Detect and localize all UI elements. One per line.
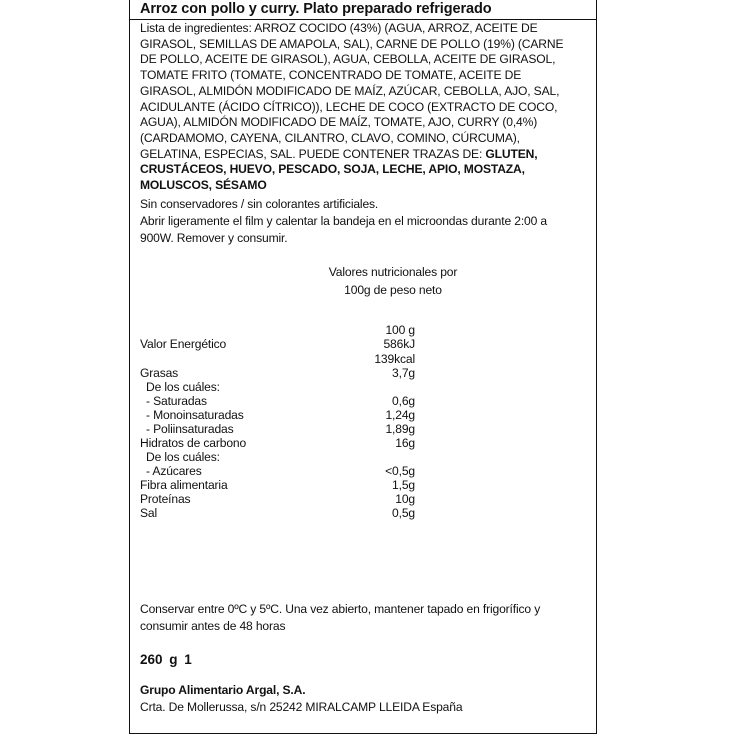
ingredients-list <box>140 21 580 194</box>
column-header-label: 100 g <box>385 323 415 337</box>
nutrition-label: - Poliinsaturadas <box>146 422 234 436</box>
ingredients-text: Lista de ingredientes: ARROZ COCIDO (43%) (AGUA, ARROZ, ACEITE DE GIRASOL, SEMILLAS DE AMAPOLA, SAL), CARNE DE POLLO (19%) (CARNE DE POLLO, ACEITE DE GIRASOL), AGUA, CEBOLLA, ACEITE DE GIRASOL, TOMATE FRITO (TOMATE, CONCENTRADO DE TOMATE, ACEITE DE GIRASOL, ALMIDÓN MODIFICADO DE MAÍZ, AZÚCAR, CEBOLLA, AJO, SAL, ACIDULANTE (ÁCIDO CÍTRICO)), LECHE DE COCO (EXTRACTO DE COCO, AGUA), ALMIDÓN MODIFICADO DE MAÍZ, TOMATE, AJO, CURRY (0,4%) (CARDAMOMO, CAYENA, CILANTRO, CLAVO, COMINO, CÚRCUMA), GELATINA, ESPECIAS, SAL. PUEDE CONTENER TRAZAS DE: <box>140 21 564 161</box>
nutrition-row <box>140 394 415 408</box>
nutrition-value: 1,24g <box>385 408 415 422</box>
nutrition-row <box>140 436 415 450</box>
nutrition-value: 3,7g <box>392 366 415 380</box>
nutrition-row <box>140 337 415 351</box>
nutrition-label: Proteínas <box>140 492 191 506</box>
nutrition-value: 0,5g <box>392 506 415 520</box>
nutrition-value: 586kJ <box>383 337 415 351</box>
nutrition-value: 10g <box>395 492 415 506</box>
heating-instructions: Abrir ligeramente el film y calentar la bandeja en el microondas durante 2:00 a 900W. Remover y consumir. <box>140 214 547 245</box>
nutrition-row <box>140 422 415 436</box>
nutrition-label: Grasas <box>140 366 179 380</box>
nutrition-label: De los cuáles: <box>146 380 220 394</box>
net-quantity: 260 g 1 <box>140 652 192 667</box>
preservatives-note: Sin conservadores / sin colorantes artificiales. <box>140 197 379 211</box>
company-address: Crta. De Mollerussa, s/n 25242 MIRALCAMP LLEIDA España <box>140 700 463 714</box>
product-title: Arroz con pollo y curry. Plato preparado refrigerado <box>140 1 492 17</box>
nutrition-label: Valor Energético <box>140 337 227 351</box>
nutrition-column-header <box>140 323 415 337</box>
nutrition-title <box>300 263 486 299</box>
nutrition-label: De los cuáles: <box>146 450 220 464</box>
nutrition-row <box>140 366 415 380</box>
storage-instructions: Conservar entre 0ºC y 5ºC. Una vez abierto, mantener tapado en frigorífico y consumir antes de 48 horas <box>140 602 541 633</box>
nutrition-value: 16g <box>395 436 415 450</box>
nutrition-title-line2: 100g de peso neto <box>344 283 442 297</box>
nutrition-label: - Monoinsaturadas <box>146 408 244 422</box>
nutrition-row <box>140 492 415 506</box>
allergens-text: GLUTEN, CRUSTÁCEOS, HUEVO, PESCADO, SOJA, LECHE, APIO, MOSTAZA, MOLUSCOS, SÉSAMO <box>140 146 538 193</box>
company-name: Grupo Alimentario Argal, S.A. <box>140 683 306 697</box>
nutrition-value: <0,5g <box>385 464 415 478</box>
nutrition-title-line1: Valores nutricionales por <box>328 265 458 279</box>
nutrition-value: 1,5g <box>392 478 415 492</box>
nutrition-row <box>140 408 415 422</box>
nutrition-label: Fibra alimentaria <box>140 478 228 492</box>
nutrition-value: 1,89g <box>385 422 415 436</box>
nutrition-row <box>140 464 415 478</box>
nutrition-label: - Saturadas <box>146 394 207 408</box>
nutrition-value: 0,6g <box>392 394 415 408</box>
nutrition-row <box>140 506 415 520</box>
title-divider <box>129 19 597 20</box>
nutrition-value: 139kcal <box>374 352 415 366</box>
nutrition-label: - Azúcares <box>146 464 202 478</box>
nutrition-row <box>140 380 415 394</box>
nutrition-row <box>140 450 415 464</box>
nutrition-row <box>140 478 415 492</box>
nutrition-label: Sal <box>140 506 158 520</box>
nutrition-label: Hidratos de carbono <box>140 436 247 450</box>
nutrition-row <box>140 352 415 366</box>
